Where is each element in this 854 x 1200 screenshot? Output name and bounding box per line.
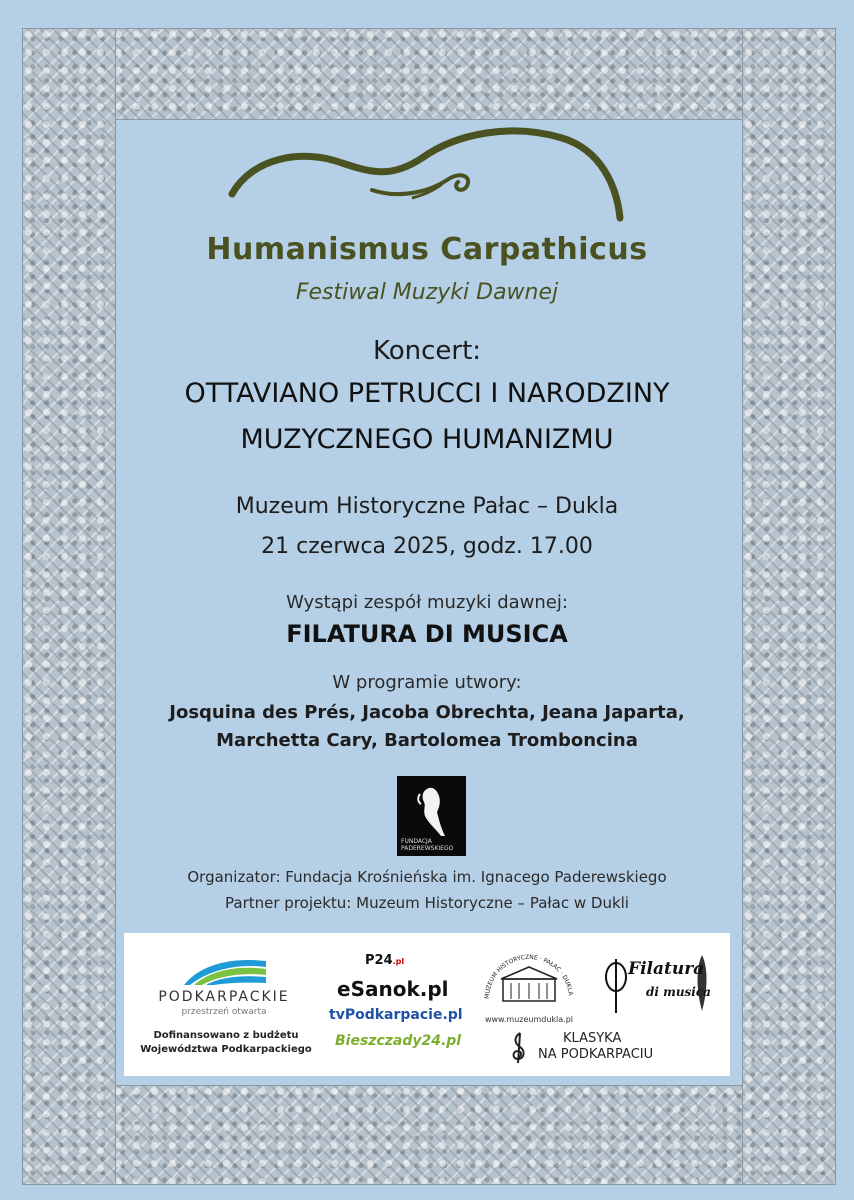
- program-intro: W programie utwory:: [332, 672, 522, 693]
- instrument-curve-icon: [222, 118, 632, 228]
- composers-line1: Josquina des Prés, Jacoba Obrechta, Jeana Japarta,: [169, 702, 685, 723]
- foundation-logo-label2: PADEREWSKIEGO: [401, 845, 454, 852]
- concert-venue: Muzeum Historyczne Pałac – Dukla: [235, 494, 619, 519]
- bieszczady24-logo: Bieszczady24.pl: [335, 1033, 462, 1049]
- ensemble-intro: Wystąpi zespół muzyki dawnej:: [286, 592, 568, 613]
- organizer-text: Organizator: Fundacja Krośnieńska im. Ignacego Paderewskiego: [187, 868, 667, 886]
- funding-line2: Województwa Podkarpackiego: [140, 1044, 312, 1055]
- festival-subtitle: Festiwal Muzyki Dawnej: [295, 280, 559, 305]
- museum-arc-text: MUZEUM HISTORYCZNE · PAŁAC · DUKLA: [483, 953, 574, 1000]
- p24-logo: [365, 953, 404, 968]
- esanok-logo: eSanok.pl: [337, 977, 449, 1001]
- composers-line2: Marchetta Cary, Bartolomea Tromboncina: [216, 730, 638, 751]
- klasyka-line1: KLASYKA: [563, 1031, 622, 1046]
- klasyka-line2: NA PODKARPACIU: [538, 1047, 654, 1062]
- concert-title-line2: MUZYCZNEGO HUMANIZMU: [240, 424, 614, 455]
- ensemble-name: FILATURA DI MUSICA: [286, 620, 568, 648]
- ornamental-border-bottom: [112, 1085, 744, 1185]
- filatura-logo: [602, 951, 712, 1017]
- filatura-word2: di musica: [646, 985, 711, 999]
- treble-clef-icon: [508, 1031, 530, 1065]
- podkarpackie-wave-icon: [180, 955, 270, 987]
- partner-text: Partner projektu: Muzeum Historyczne – Pałac w Dukli: [225, 894, 629, 912]
- podkarpackie-name: PODKARPACKIE: [158, 989, 290, 1005]
- museum-palace-icon: [479, 949, 579, 1009]
- concert-title-line1: OTTAVIANO PETRUCCI I NARODZINY: [184, 378, 670, 409]
- sponsors-panel: [124, 933, 730, 1076]
- museum-dukla-logo: [474, 949, 584, 1024]
- festival-title: Humanismus Carpathicus: [206, 232, 648, 267]
- funding-note: [136, 1029, 316, 1057]
- funding-line1: Dofinansowano z budżetu: [153, 1030, 299, 1041]
- concert-label: Koncert:: [372, 336, 482, 366]
- tvpodkarpacie-logo: tvPodkarpacie.pl: [329, 1007, 463, 1023]
- museum-url: www.muzeumdukla.pl: [484, 1015, 574, 1024]
- paderewski-foundation-logo: [397, 776, 466, 856]
- foundation-logo-label1: FUNDACJA: [401, 838, 432, 845]
- spindle-icon: [604, 955, 628, 1015]
- ornamental-border-top: [112, 28, 744, 120]
- paderewski-silhouette-icon: [415, 786, 449, 838]
- concert-date: 21 czerwca 2025, godz. 17.00: [261, 534, 593, 559]
- filatura-word1: Filatura: [628, 959, 705, 979]
- p24-suffix: .pl: [392, 957, 405, 966]
- podkarpackie-tag: przestrzeń otwarta: [181, 1007, 267, 1017]
- p24-name: P24: [365, 953, 393, 968]
